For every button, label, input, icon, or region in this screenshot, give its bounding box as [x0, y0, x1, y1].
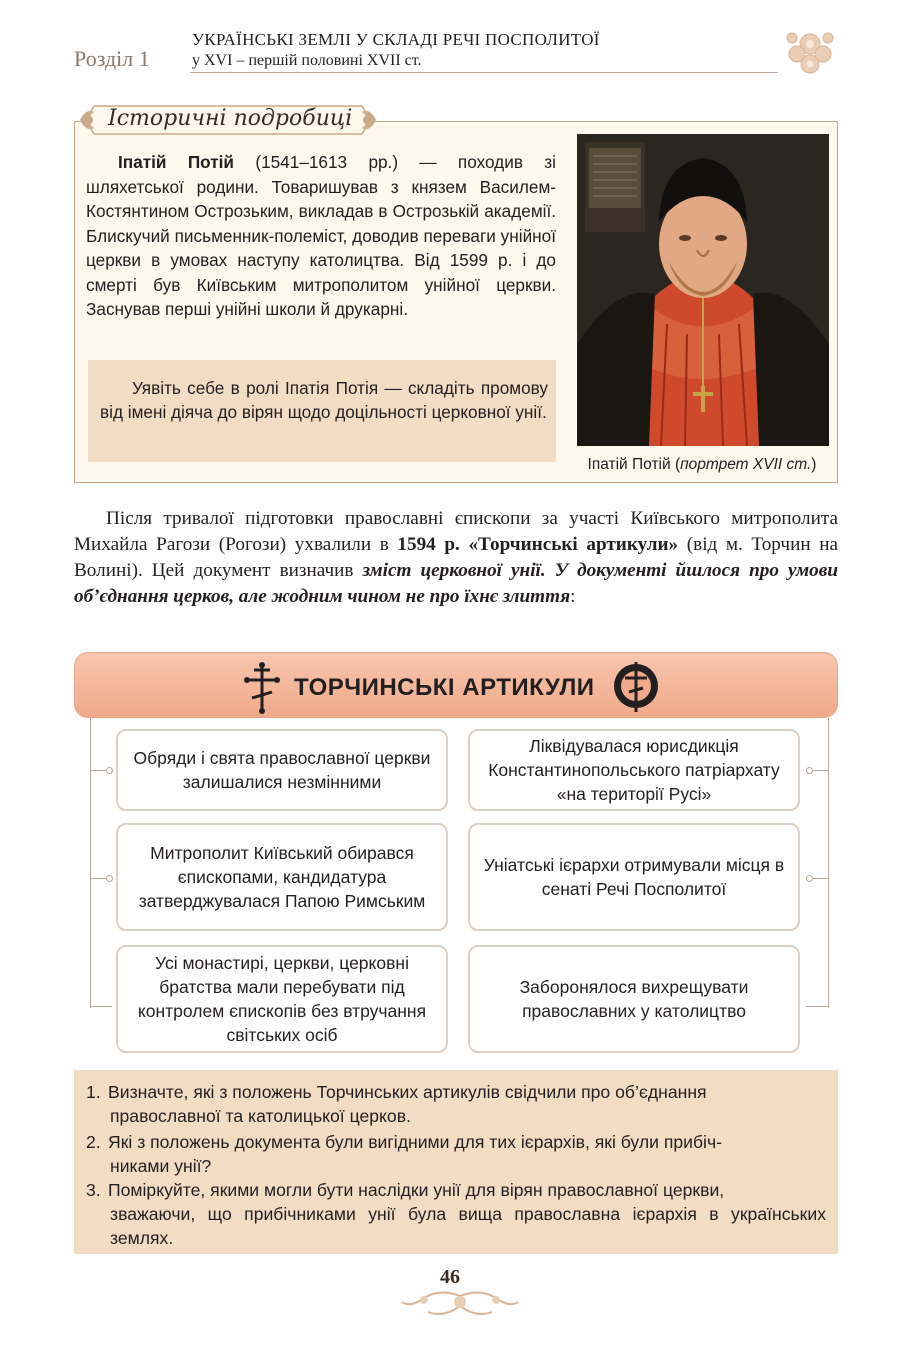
question-text: Визначте, які з положень Торчинських артикулів свідчили про об’єднання [108, 1082, 707, 1102]
main-text-4: : [570, 586, 576, 607]
page-number: 46 [440, 1266, 460, 1288]
article-card: Уніатські ієрархи отримували місця в сенаті Речі Посполитої [468, 823, 800, 931]
article-card: Усі монастирі, церкви, церковні братства мали перебувати під контролем єпископів без втручання світських осіб [116, 945, 448, 1053]
caption-end: ) [811, 456, 817, 473]
main-text-1: Після тривалої підготовки православні єпископи за участі Київського митрополита Михайла Рагози (Рогози) ухвалили в [74, 508, 838, 555]
main-text-3: (від м. Торчин на Волині). Цей документ визначив [74, 534, 838, 581]
question-text: Поміркуйте, якими могли бути наслідки унії для вірян православної церкви, [108, 1180, 725, 1200]
article-card: Заборонялося вихрещувати православних у католицтво [468, 945, 800, 1053]
question-item [86, 1130, 826, 1178]
question-text-cont: православної та католицької церков. [110, 1106, 411, 1126]
connector-dot [806, 875, 813, 882]
connector-dot [806, 767, 813, 774]
main-emphasis: зміст церковної унії. У документі йшлося про умови об’єднання церков, але жодним чином не про їхнє злиття [74, 560, 838, 607]
portrait-caption [568, 456, 836, 474]
question-number: 3. [86, 1180, 101, 1200]
question-number: 2. [86, 1132, 101, 1152]
section-label: Історичні подробиці [108, 106, 353, 131]
caption-main: Іпатій Потій ( [587, 456, 681, 473]
connector-dot [106, 875, 113, 882]
question-text-cont: зважаючи, що прибічниками унії була вища православна ієрархія в українських землях. [110, 1204, 826, 1248]
question-text: Які з положень документа були вигідними для тих ієрархів, які були прибіч- [108, 1132, 722, 1152]
caption-italic: портрет XVII ст. [680, 456, 812, 473]
connector [90, 1006, 112, 1007]
question-item [86, 1080, 826, 1128]
header-subtitle: у XVI – першій половині XVII ст. [192, 52, 422, 69]
header-rule [190, 72, 778, 73]
bio-name: Іпатій Потій [118, 152, 234, 172]
question-item [86, 1178, 826, 1250]
question-number: 1. [86, 1082, 101, 1102]
main-doc-name: «Торчинські артикули» [468, 534, 679, 555]
connector-left [90, 718, 91, 1008]
article-card: Митрополит Київський обирався єпископами, кандидатура затверджувалася Папою Римським [116, 823, 448, 931]
main-year: 1594 р. [397, 534, 460, 555]
floral-ornament-icon [780, 22, 840, 80]
article-card: Ліквідувалася юрисдикція Константинопольського патріархату «на території Русі» [468, 729, 800, 811]
connector-dot [106, 767, 113, 774]
radiant-cross-icon [612, 658, 660, 714]
chapter-label: Розділ 1 [74, 46, 150, 71]
bio-body: (1541–1613 рр.) — походив зі шляхетської родини. Товаришував з князем Василем-Костянтином Острозьким, викладав в Острозькій академії. Блискучий письменник-полеміст, доводив переваги унійної церкви в умовах наступу католицтва. Від 1599 р. і до смерті був Київським митрополитом унійної церкви. Заснував перші унійні школи й друкарні. [86, 152, 556, 319]
biography-text [86, 150, 556, 322]
main-paragraph [74, 506, 838, 610]
task-paragraph: Уявіть себе в ролі Іпатія Потія — складіть промову від імені діяча до вірян щодо доцільності церковної унії. [100, 378, 548, 422]
task-text [100, 376, 548, 424]
portrait-image [577, 134, 829, 446]
article-card: Обряди і свята православної церкви залишалися незмінними [116, 729, 448, 811]
scheme-title: ТОРЧИНСЬКІ АРТИКУЛИ [294, 674, 595, 701]
footer-ornament-icon [400, 1286, 520, 1322]
connector [806, 1006, 828, 1007]
connector-right [828, 718, 829, 1008]
header-title: УКРАЇНСЬКІ ЗЕМЛІ У СКЛАДІ РЕЧІ ПОСПОЛИТОЇ [192, 30, 600, 49]
question-text-cont: никами унії? [110, 1156, 212, 1176]
orthodox-cross-icon [244, 662, 280, 714]
